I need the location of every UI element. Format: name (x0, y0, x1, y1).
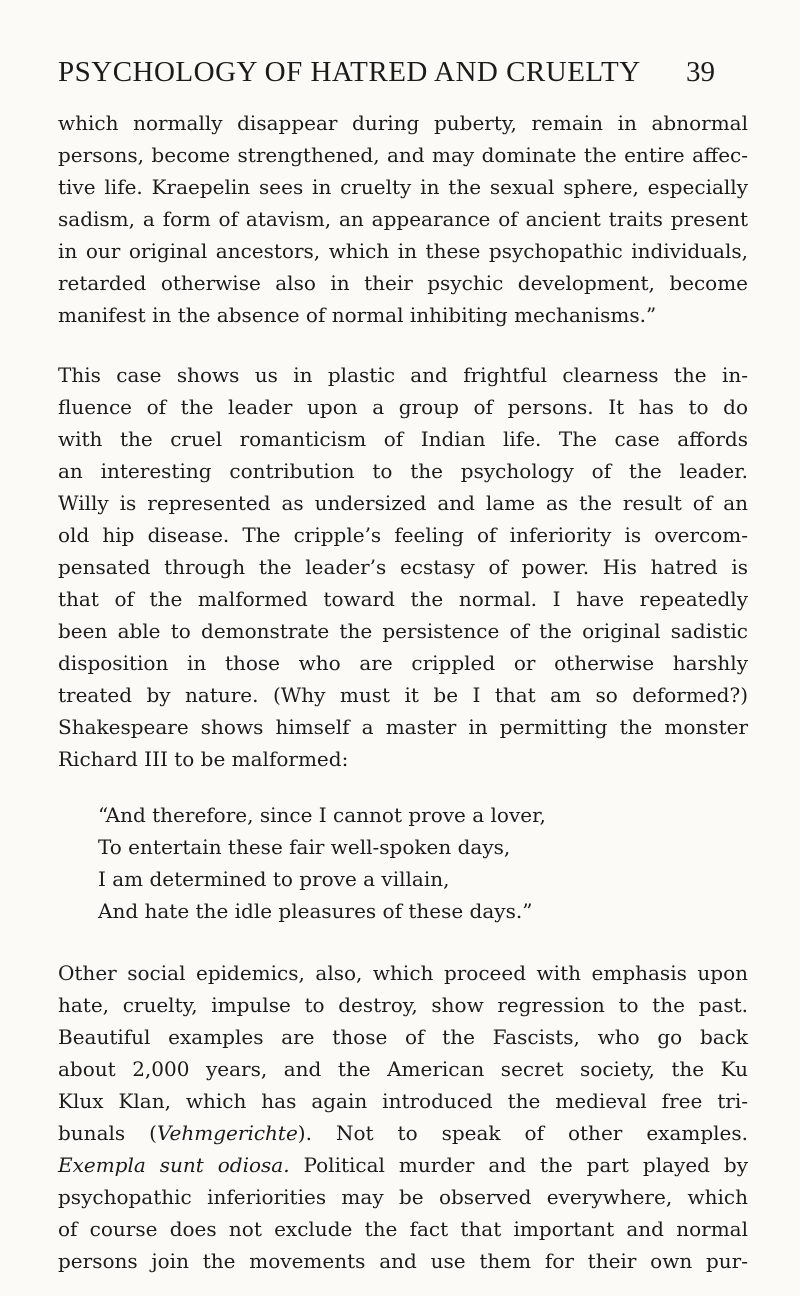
text-span: ). Not to speak of other examples. (297, 1121, 748, 1145)
text-line: retarded otherwise also in their psychic development, become (58, 271, 748, 295)
text-line: of course does not exclude the fact that important and normal (58, 1217, 748, 1241)
text-line: tive life. Kraepelin sees in cruelty in the sexual sphere, especially (58, 175, 748, 199)
quote-line: To entertain these fair well-spoken days, (98, 835, 511, 859)
text-line: that of the malformed toward the normal. I have repeatedly (58, 587, 748, 611)
page-header (0, 56, 800, 96)
text-line: treated by nature. (Why must it be I that am so deformed?) (58, 683, 748, 707)
text-line: an interesting contribution to the psychology of the leader. (58, 459, 748, 483)
text-line: Willy is represented as undersized and lame as the result of an (58, 491, 748, 515)
quote-line: I am determined to prove a villain, (98, 867, 450, 891)
text-line: persons join the movements and use them for their own pur- (58, 1249, 748, 1273)
text-line (58, 1150, 748, 1180)
text-line: Shakespeare shows himself a master in permitting the monster (58, 715, 748, 739)
text-span: bunals ( (58, 1121, 157, 1145)
text-line: psychopathic inferiorities may be observed everywhere, which (58, 1185, 748, 1209)
running-title: PSYCHOLOGY OF HATRED AND CRUELTY (58, 56, 641, 88)
text-line: persons, become strengthened, and may dominate the entire affec- (58, 143, 748, 167)
quote-line: “And therefore, since I cannot prove a lover, (98, 803, 546, 827)
text-line: manifest in the absence of normal inhibiting mechanisms.” (58, 303, 657, 327)
text-line: disposition in those who are crippled or otherwise harshly (58, 651, 748, 675)
text-line: been able to demonstrate the persistence of the original sadistic (58, 619, 748, 643)
text-line: hate, cruelty, impulse to destroy, show regression to the past. (58, 993, 748, 1017)
text-line: in our original ancestors, which in these psychopathic individuals, (58, 239, 748, 263)
text-line: old hip disease. The cripple’s feeling of inferiority is overcom- (58, 523, 748, 547)
text-line: Other social epidemics, also, which proceed with emphasis upon (58, 961, 748, 985)
italic-phrase: Exempla sunt odiosa. (58, 1153, 290, 1177)
text-line: with the cruel romanticism of Indian life. The case affords (58, 427, 748, 451)
text-line: Richard III to be malformed: (58, 747, 349, 771)
text-line: fluence of the leader upon a group of persons. It has to do (58, 395, 748, 419)
italic-term: Vehmgerichte (156, 1121, 298, 1145)
page-number: 39 (686, 56, 715, 88)
text-line: which normally disappear during puberty, remain in abnormal (58, 111, 748, 135)
text-line (58, 1118, 748, 1148)
text-line: Klux Klan, which has again introduced the medieval free tri- (58, 1089, 748, 1113)
quote-line: And hate the idle pleasures of these days.” (98, 899, 533, 923)
text-line: pensated through the leader’s ecstasy of power. His hatred is (58, 555, 748, 579)
text-line: Beautiful examples are those of the Fascists, who go back (58, 1025, 748, 1049)
text-line: This case shows us in plastic and frightful clearness the in- (58, 363, 748, 387)
text-span: Political murder and the part played by (289, 1153, 748, 1177)
text-line: sadism, a form of atavism, an appearance of ancient traits present (58, 207, 748, 231)
text-line: about 2,000 years, and the American secret society, the Ku (58, 1057, 748, 1081)
